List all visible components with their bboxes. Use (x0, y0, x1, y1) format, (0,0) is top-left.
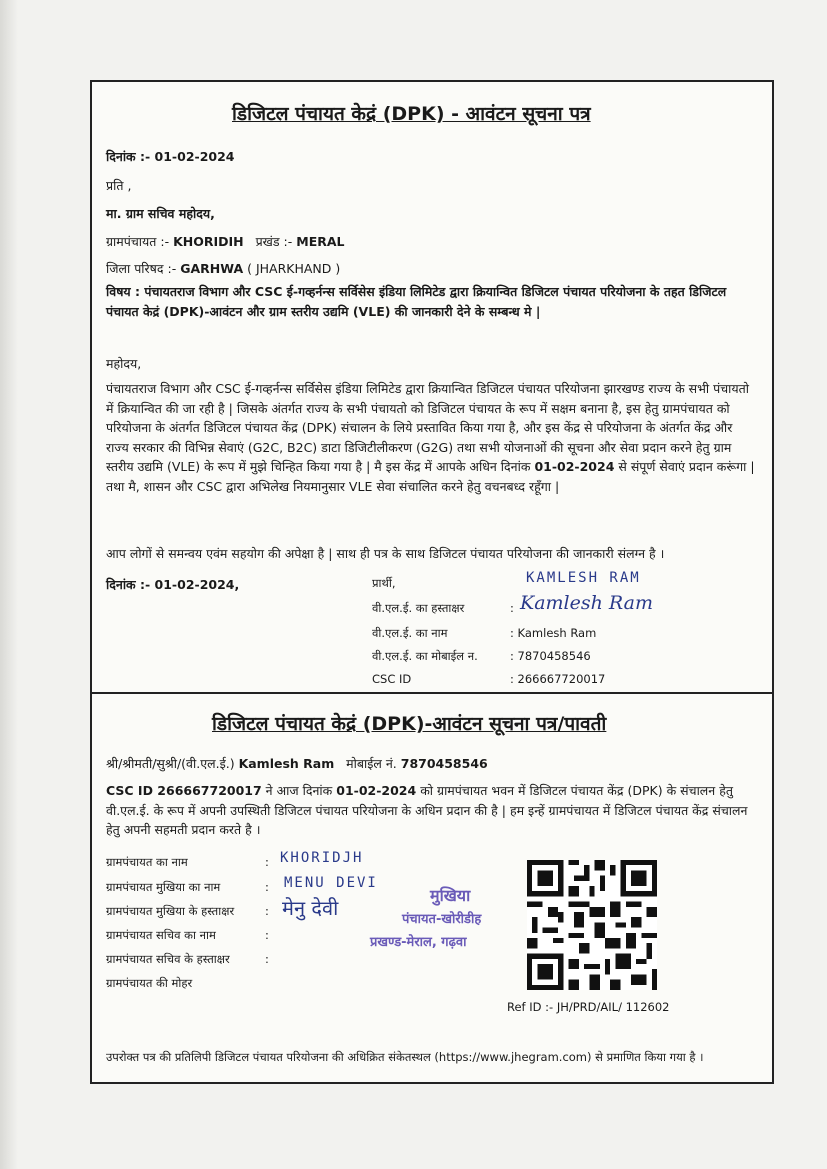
name-prefix: श्री/श्रीमती/सुश्री/(वी.एल.ई.) (106, 756, 235, 771)
mobile-label: मोबाईल नं. (346, 756, 397, 771)
body-paragraph (106, 379, 758, 496)
gp-label: ग्रामपंचायत :- (106, 234, 170, 249)
salutation: महोदय, (106, 356, 142, 371)
body-closing: आप लोगों से समन्वय एवंम सहयोग की अपेक्षा है | साथ ही पत्र के साथ डिजिटल पंचायत परियोजना की जानकारी संलग्न है । (106, 546, 665, 561)
receipt-mobile: 7870458546 (400, 756, 488, 771)
field-label: ग्रामपंचायत की मोहर (106, 976, 193, 990)
stamp-panchayat: पंचायत-खोरीडीह (402, 912, 482, 927)
ref-id: Ref ID :- JH/PRD/AIL/ 112602 (507, 1000, 670, 1014)
field-colon: : (265, 928, 269, 942)
receipt-title: डिजिटल पंचायत केद्रं (DPK)-आवंटन सूचना पत्र/पावती (212, 713, 607, 735)
body-text: पंचायतराज विभाग और CSC ई-गव्हर्नन्स सर्विसेस इंडिया लिमिटेड द्वारा क्रियान्वित डिजिटल पंचायत परियोजना झारखण्ड राज्य के सभी पंचायतो में क्रियान्वित की जा रही है | जिसके अंतर्गत राज्य के सभी पंचायतो को डिजिटल पंचायत के रूप में सक्षम बनाना है, इस हेतु ग्रामपंचायत को परियोजना के अंतर्गत डिजिटल पंचायत केंद्र (DPK) संचालन के लिये प्रस्तावित किया गया है, और इस केंद्र से परियोजना के अंतर्गत केंद्र और राज्य सरकार की विभिन्न सेवाएं (G2C, B2C) डाटा डिजिटीलीकरण (G2G) तथा सभी योजनाओं की सूचना और सेवा प्रदान करने हेतु ग्राम स्तरीय उद्यमि (VLE) के रूप में मुझे चिन्हित किया गया है | मै इस केंद्र में आपके अधिन दिनांक (106, 381, 749, 474)
body-tail: से संपूर्ण सेवाएं प्रदान करूंगा | तथा मै, शासन और CSC द्वारा अभिलेख नियमानुसार VLE सेवा संचालित करने हेतु वचनबध्द रहूँगा | (106, 459, 755, 494)
stamp-title: मुखिया (430, 886, 471, 905)
csc-label: CSC ID (372, 672, 412, 686)
field-label: ग्रामपंचायत मुखिया के हस्ताक्षर (106, 904, 235, 918)
body-date: 01-02-2024 (534, 459, 615, 474)
gp-value: KHORIDIH (173, 234, 244, 249)
receipt-name-line (106, 755, 488, 772)
block-value: MERAL (296, 234, 345, 249)
gp-line (106, 233, 345, 250)
receipt-text-b: को ग्रामपंचायत भवन में डिजिटल पंचायत केंद्र (DPK) के संचालन हेतु वी.एल.ई. के रूप में अपनी उपस्थिती डिजिटल पंचायत परियोजना के अधिन प्रदान की है | हम इन्हें ग्रामपंचायत में डिजिटल पंचायत केंद्र संचालन हेतु अपनी सहमती प्रदान करते है । (106, 783, 748, 837)
district-label: जिला परिषद :- (106, 261, 177, 276)
district-line (106, 260, 340, 277)
qr-code (527, 860, 657, 990)
receipt-text-a: ने आज दिनांक (265, 783, 333, 798)
footer-note: उपरोक्त पत्र की प्रतिलिपी डिजिटल पंचायत परियोजना की अधिक्रित संकेतस्थल (https://www.jhegram.com) से प्रमाणित किया गया है । (106, 1050, 704, 1064)
field-colon: : (265, 904, 269, 918)
receipt-name: Kamlesh Ram (238, 756, 335, 771)
letter-title: डिजिटल पंचायत केद्रं (DPK) - आवंटन सूचना पत्र (232, 103, 591, 125)
field-colon: : (265, 855, 269, 869)
closing-date: दिनांक :- 01-02-2024, (106, 577, 240, 592)
vle-name-label: वी.एल.ई. का नाम (372, 626, 448, 640)
addressee: मा. ग्राम सचिव महोदय, (106, 206, 215, 221)
block-label: प्रखंड :- (255, 234, 293, 249)
field-mukhiya-signature: मेनु देवी (282, 896, 339, 920)
letter-date: दिनांक :- 01-02-2024 (106, 149, 235, 164)
field-gp-name: KHORIDJH (280, 850, 364, 866)
field-label: ग्रामपंचायत सचिव का नाम (106, 928, 216, 942)
field-label: ग्रामपंचायत मुखिया का नाम (106, 880, 221, 894)
vle-sign-label: वी.एल.ई. का हस्ताक्षर (372, 601, 465, 615)
receipt-csc-id: CSC ID 266667720017 (106, 783, 262, 798)
receipt-date: 01-02-2024 (336, 783, 417, 798)
applicant-label: प्रार्थी, (372, 576, 396, 590)
scan-edge-shadow (0, 0, 18, 1169)
field-label: ग्रामपंचायत का नाम (106, 855, 188, 869)
receipt-paragraph (106, 781, 758, 840)
prati: प्रति , (106, 178, 132, 193)
field-label: ग्रामपंचायत सचिव के हस्ताक्षर (106, 952, 230, 966)
state: ( JHARKHAND ) (247, 261, 341, 276)
vle-sign-colon: : (510, 601, 514, 615)
field-colon: : (265, 952, 269, 966)
vle-name: : Kamlesh Ram (510, 626, 597, 640)
district-value: GARHWA (180, 261, 244, 276)
csc-value: : 266667720017 (510, 672, 606, 686)
field-colon: : (265, 880, 269, 894)
applicant-handwritten: KAMLESH RAM (526, 570, 641, 586)
vle-mobile-label: वी.एल.ई. का मोबाईल न. (372, 649, 478, 663)
vle-signature: Kamlesh Ram (520, 592, 653, 614)
section-divider (92, 692, 772, 694)
allotment-letter (90, 80, 774, 1084)
stamp-block: प्रखण्ड-मेराल, गढ़वा (370, 935, 467, 950)
field-mukhiya-name: MENU DEVI (284, 875, 378, 891)
subject: विषय : पंचायतराज विभाग और CSC ई-गव्हर्नन्स सर्विसेस इंडिया लिमिटेड द्वारा क्रियान्वित डिजिटल पंचायत परियोजना के तहत डिजिटल पंचायत केद्रं (DPK)-आवंटन और ग्राम स्तरीय उद्यमि (VLE) की जानकारी देने के सम्बन्ध मे | (106, 284, 727, 319)
vle-mobile: : 7870458546 (510, 649, 591, 663)
